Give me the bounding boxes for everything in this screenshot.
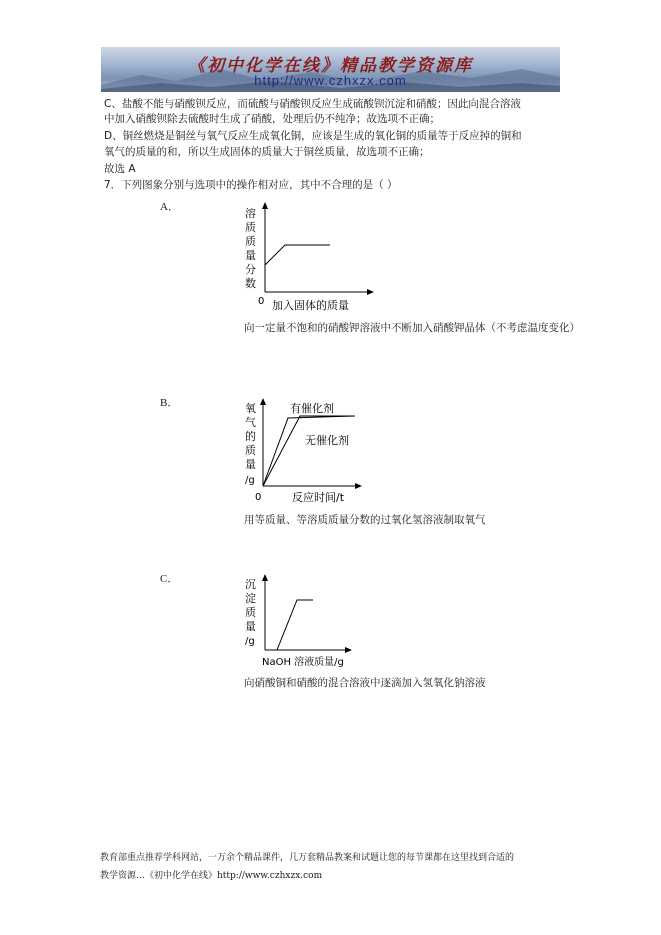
graph-c-y-arrow: [262, 574, 268, 581]
graph-b-curve1-label: 有催化剂: [290, 402, 334, 415]
site-title: 《初中化学在线》精品教学资源库: [188, 56, 473, 76]
option-c-label: C．: [160, 573, 179, 585]
graph-a-curve: [265, 245, 330, 265]
explanation-c-line2: 中加入硝酸钡除去硫酸时生成了硝酸，处理后仍不纯净；故选项不正确；: [104, 113, 440, 125]
graph-c-x-arrow: [345, 647, 352, 653]
footer-line2: [100, 868, 322, 881]
option-a-label: A．: [160, 201, 179, 213]
option-b-label: B．: [160, 397, 179, 409]
explanation-d-line1: D、铜丝燃烧是铜丝与氧气反应生成氧化铜，应该是生成的氧化铜的质量等于反应掉的铜和: [104, 130, 522, 142]
footer-url[interactable]: http://www.czhxzx.com: [217, 871, 323, 881]
graph-a-x-arrow: [367, 289, 374, 295]
graph-b-y-arrow: [260, 398, 266, 405]
graph-b-curve-catalyst: [263, 416, 355, 486]
graph-a-origin: 0: [258, 296, 265, 307]
graph-c-xlabel: NaOH 溶液质量/g: [262, 657, 344, 668]
graph-c-ylabel-5: /g: [245, 636, 255, 647]
site-url[interactable]: http://www.czhxzx.com: [254, 73, 407, 88]
question-7: 7．下列图象分别与选项中的操作相对应，其中不合理的是（ ）: [104, 179, 398, 191]
graph-b-ylabel-1: 氧: [245, 402, 256, 415]
graph-b-ylabel-6: /g: [245, 475, 255, 486]
graph-c-ylabel-2: 淀: [245, 592, 256, 605]
graph-c-ylabel-1: 沉: [245, 578, 256, 591]
graph-a-ylabel-4: 量: [245, 249, 256, 262]
graph-a: [230, 200, 380, 315]
explanation-c-line1: C、盐酸不能与硝酸钡反应，而硫酸与硝酸钡反应生成硫酸钡沉淀和硝酸；因此向混合溶液: [104, 98, 521, 110]
footer-prefix: 教学资源…《初中化学在线》: [100, 871, 218, 881]
graph-b-xlabel: 反应时间/t: [292, 491, 345, 504]
option-c-caption: 向硝酸铜和硝酸的混合溶液中逐滴加入氢氧化钠溶液: [244, 677, 486, 689]
graph-b-curve-no-catalyst: [263, 416, 355, 486]
graph-b: [230, 396, 380, 508]
graph-c-curve: [277, 600, 313, 650]
graph-b-ylabel-5: 量: [245, 458, 256, 471]
graph-b-x-arrow: [355, 483, 362, 489]
graph-b-ylabel-2: 气: [245, 416, 256, 429]
graph-a-ylabel-3: 质: [245, 235, 256, 248]
graph-a-xlabel: 加入固体的质量: [272, 299, 349, 312]
option-b-caption: 用等质量、等溶质质量分数的过氧化氢溶液制取氧气: [244, 514, 486, 526]
header-banner: [101, 47, 560, 92]
graph-a-y-arrow: [262, 202, 268, 209]
graph-b-origin: 0: [255, 492, 262, 503]
graph-b-curve2-label: 无催化剂: [305, 434, 349, 447]
explanation-d-line2: 氧气的质量的和，所以生成固体的质量大于铜丝质量，故选项不正确；: [104, 146, 430, 158]
graph-c-ylabel-4: 量: [245, 620, 256, 633]
graph-a-ylabel-5: 分: [245, 263, 256, 276]
graph-a-ylabel-2: 质: [245, 221, 256, 234]
option-a-caption: 向一定量不饱和的硝酸钾溶液中不断加入硝酸钾晶体（不考虑温度变化）: [244, 322, 580, 334]
answer-line: 故选 A: [104, 163, 136, 175]
graph-b-ylabel-3: 的: [245, 430, 256, 443]
graph-c: [230, 572, 380, 672]
footer-line1: 教育部重点推荐学科网站，一万余个精品课件，几万套精品教案和试题让您的每节课都在这里找到合适的: [100, 853, 515, 863]
graph-c-ylabel-3: 质: [245, 606, 256, 619]
graph-a-ylabel-6: 数: [245, 277, 256, 290]
graph-a-ylabel-1: 溶: [245, 207, 256, 220]
graph-b-ylabel-4: 质: [245, 444, 256, 457]
